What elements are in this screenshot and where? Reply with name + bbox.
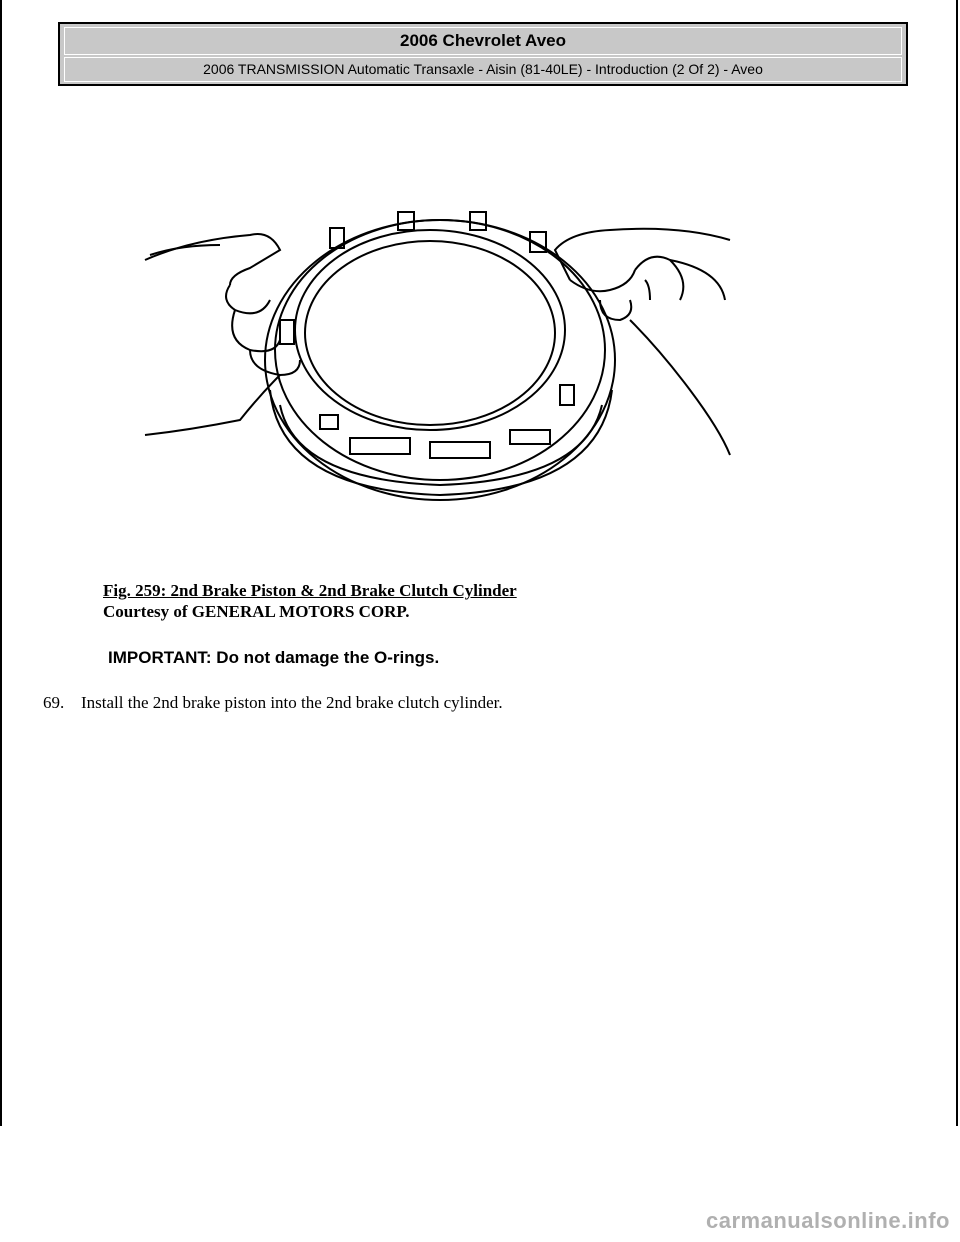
header-subtitle: 2006 TRANSMISSION Automatic Transaxle - Aisin (81-40LE) - Introduction (2 Of 2) - Aveo	[64, 57, 902, 82]
watermark-logo: carmanualsonline.info	[706, 1208, 950, 1233]
important-note	[108, 648, 439, 668]
step-text: Install the 2nd brake piston into the 2nd brake clutch cylinder.	[81, 693, 503, 712]
procedure-step	[43, 693, 503, 713]
important-text: Do not damage the O-rings.	[216, 648, 440, 667]
figure-caption-title: Fig. 259: 2nd Brake Piston & 2nd Brake Clutch Cylinder	[103, 581, 517, 600]
figure-courtesy: Courtesy of GENERAL MOTORS CORP.	[103, 602, 410, 621]
document-header	[58, 22, 908, 86]
header-title: 2006 Chevrolet Aveo	[64, 27, 902, 55]
important-label: IMPORTANT:	[108, 648, 212, 667]
figure-caption	[103, 580, 517, 622]
step-number: 69.	[43, 693, 65, 712]
brake-piston-illustration	[130, 190, 750, 510]
